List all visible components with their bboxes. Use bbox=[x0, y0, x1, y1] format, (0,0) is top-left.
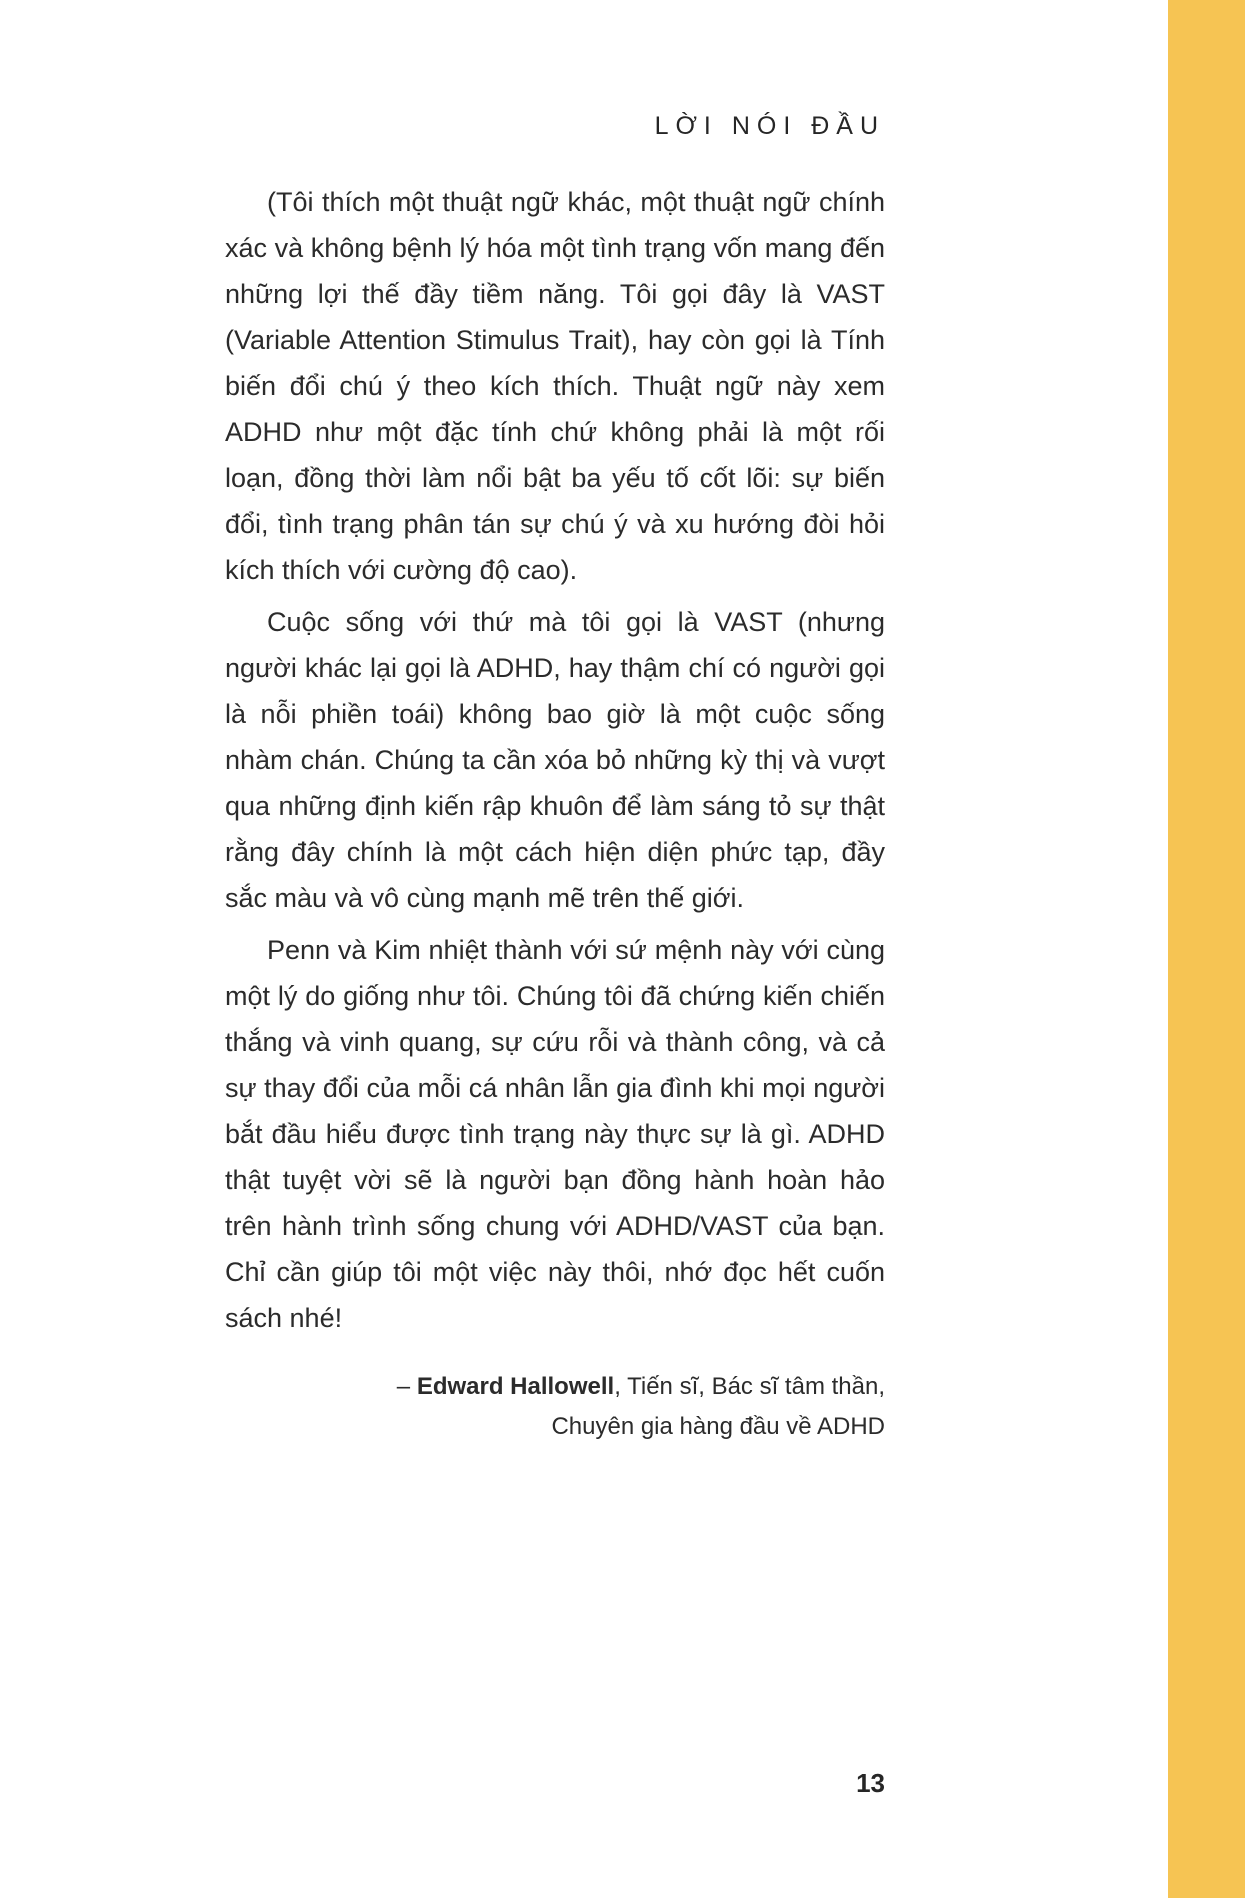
paragraph-1: (Tôi thích một thuật ngữ khác, một thuật ngữ chính xác và không bệnh lý hóa một tình trạng vốn mang đến những lợi thế đầy tiềm năng. Tôi gọi đây là VAST (Variable Attention Stimulus Trait), hay còn gọi là Tính biến đổi chú ý theo kích thích. Thuật ngữ này xem ADHD như một đặc tính chứ không phải là một rối loạn, đồng thời làm nổi bật ba yếu tố cốt lõi: sự biến đổi, tình trạng phân tán sự chú ý và xu hướng đòi hỏi kích thích với cường độ cao). bbox=[225, 187, 885, 585]
paragraph-3: Penn và Kim nhiệt thành với sứ mệnh này với cùng một lý do giống như tôi. Chúng tôi đã chứng kiến chiến thắng và vinh quang, sự cứu rỗi và thành công, và cả sự thay đổi của mỗi cá nhân lẫn gia đình khi mọi người bắt đầu hiểu được tình trạng này thực sự là gì. ADHD thật tuyệt vời sẽ là người bạn đồng hành hoàn hảo trên hành trình sống chung với ADHD/VAST của bạn. Chỉ cần giúp tôi một việc này thôi, nhớ đọc hết cuốn sách nhé! bbox=[225, 935, 885, 1333]
page-number: 13 bbox=[856, 1768, 885, 1798]
signature-line-1 bbox=[225, 1367, 885, 1407]
body-copy bbox=[225, 179, 885, 1341]
running-header: LỜI NÓI ĐẦU bbox=[654, 112, 885, 140]
signature-line-2: Chuyên gia hàng đầu về ADHD bbox=[551, 1413, 885, 1440]
page-edge-accent-stripe bbox=[1168, 0, 1245, 1898]
author-signature bbox=[225, 1367, 885, 1447]
signature-dash: – bbox=[396, 1373, 417, 1400]
signature-author-name: Edward Hallowell bbox=[416, 1373, 615, 1400]
signature-author-titles: , Tiến sĩ, Bác sĩ tâm thần, bbox=[614, 1373, 885, 1400]
paragraph-2: Cuộc sống với thứ mà tôi gọi là VAST (nhưng người khác lại gọi là ADHD, hay thậm chí có người gọi là nỗi phiền toái) không bao giờ là một cuộc sống nhàm chán. Chúng ta cần xóa bỏ những kỳ thị và vượt qua những định kiến rập khuôn để làm sáng tỏ sự thật rằng đây chính là một cách hiện diện phức tạp, đầy sắc màu và vô cùng mạnh mẽ trên thế giới. bbox=[225, 607, 885, 913]
text-block bbox=[225, 112, 885, 1447]
